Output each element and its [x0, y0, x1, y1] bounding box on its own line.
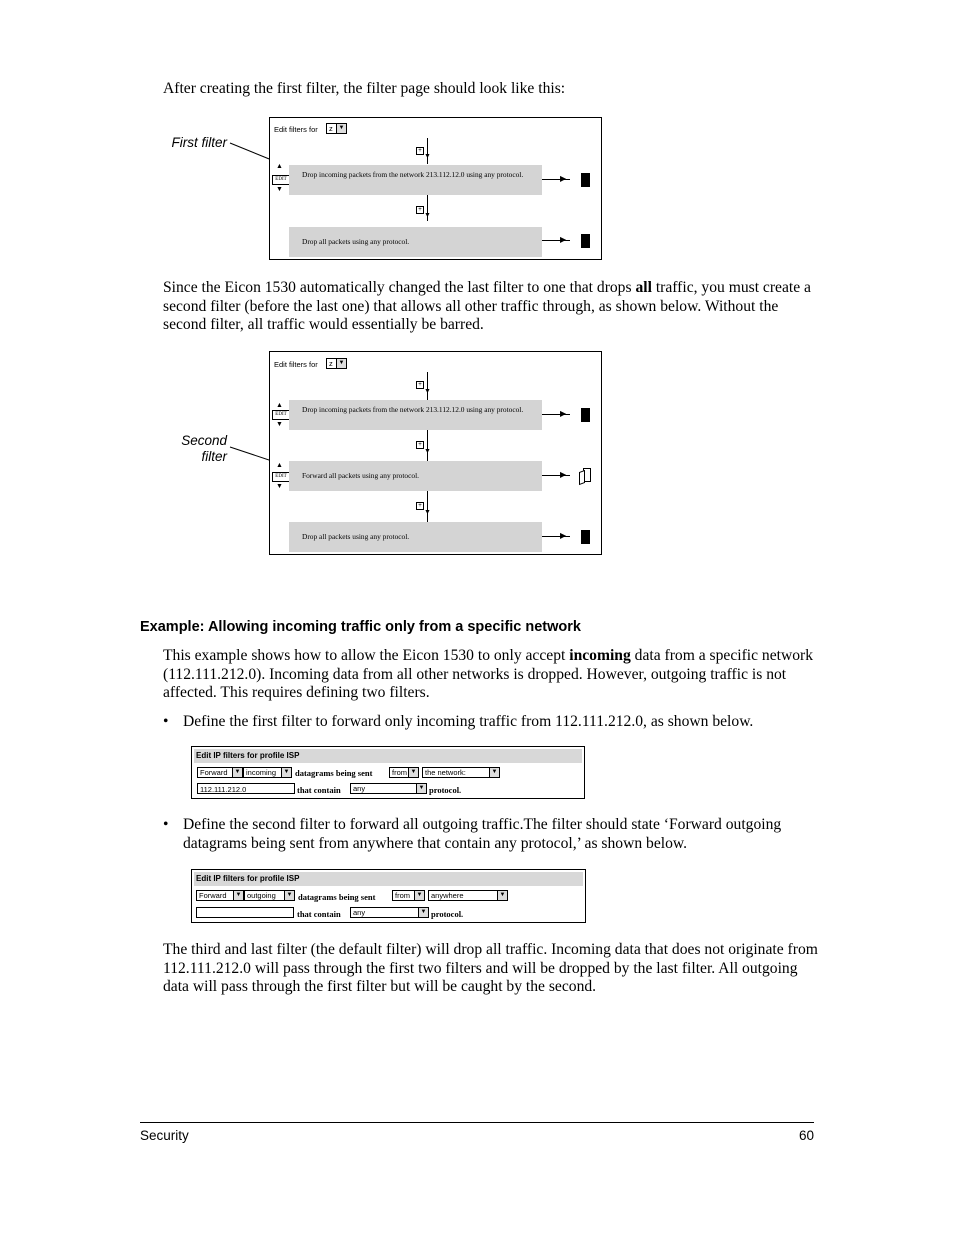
network-address-input[interactable]: 112.111.212.0: [197, 783, 295, 794]
arrow-right-icon: ▶: [560, 235, 567, 244]
ip-filter-form-2: [191, 869, 586, 923]
bullet-marker: •: [163, 713, 169, 730]
second-filter-paragraph: Since the Eicon 1530 automatically changed the last filter to one that drops all traffic, you must create a second filter (before the last one) that allows all other traffic through, as shown below. Without the second filter, all traffic would essentially be barred.: [163, 279, 811, 334]
page-number: 60: [798, 1128, 814, 1143]
move-down-icon[interactable]: ▼: [276, 420, 283, 428]
drop-door-icon: [581, 408, 590, 422]
edit-button[interactable]: EDIT: [272, 472, 290, 482]
callout-second-filter: Second filter: [181, 433, 227, 464]
action-select[interactable]: Forward ▼: [196, 890, 244, 901]
filter-row-1[interactable]: Drop incoming packets from the network 213.112.12.0 using any protocol.: [289, 400, 542, 430]
insert-filter-icon[interactable]: +: [416, 381, 424, 389]
protocol-label: protocol.: [429, 785, 462, 795]
conclusion-paragraph: The third and last filter (the default filter) will drop all traffic. Incoming data that does not originate from 112.111.212.0 will pass through the first two filters and will be dropped by the last filter. All outgoing data will pass through the first filter but will be caught by the second.: [163, 941, 818, 996]
protocol-select[interactable]: any ▼: [350, 907, 429, 918]
datagrams-label: datagrams being sent: [295, 768, 373, 778]
form-title: Edit IP filters for profile ISP: [194, 872, 583, 886]
door-panel: [579, 470, 585, 485]
profile-select[interactable]: z ▼: [326, 358, 347, 369]
edit-filters-label: Edit filters for: [274, 125, 318, 134]
intro-paragraph: After creating the first filter, the filter page should look like this:: [163, 80, 566, 97]
bullet-text: Define the second filter to forward all outgoing traffic.The filter should state ‘Forward outgoing datagrams being sent from anywhere that contain any protocol,’ as shown below.: [183, 816, 782, 852]
direction-select[interactable]: incoming ▼: [243, 767, 292, 778]
ip-filter-form-1: [191, 746, 585, 799]
drop-door-icon: [581, 234, 590, 248]
filter-page-figure-1: [269, 117, 602, 260]
contain-label: that contain: [297, 909, 341, 919]
bullet-text: Define the first filter to forward only incoming traffic from 112.111.212.0, as shown below.: [183, 713, 754, 730]
edit-filters-label: Edit filters for: [274, 360, 318, 369]
form-title: Edit IP filters for profile ISP: [194, 749, 582, 763]
footer-divider: [140, 1122, 814, 1123]
down-arrow-icon: ▼: [424, 447, 431, 455]
from-to-select[interactable]: from ▼: [389, 767, 419, 778]
protocol-label: protocol.: [431, 909, 464, 919]
flow-line: [427, 430, 428, 461]
down-arrow-icon: ▼: [424, 387, 431, 395]
insert-filter-icon[interactable]: +: [416, 441, 424, 449]
down-arrow-icon: ▼: [424, 152, 431, 160]
filter-row-1[interactable]: Drop incoming packets from the network 213.112.12.0 using any protocol.: [289, 165, 542, 195]
profile-select[interactable]: z ▼: [326, 123, 347, 134]
direction-select[interactable]: outgoing ▼: [244, 890, 295, 901]
flow-line: [427, 138, 428, 164]
protocol-select[interactable]: any ▼: [350, 783, 427, 794]
insert-filter-icon[interactable]: +: [416, 147, 424, 155]
filter-page-figure-2: [269, 351, 602, 555]
move-down-icon[interactable]: ▼: [276, 185, 283, 193]
section-heading: Example: Allowing incoming traffic only from a specific network: [140, 619, 581, 635]
flow-line: [427, 372, 428, 400]
network-address-input[interactable]: [196, 907, 294, 918]
move-up-icon[interactable]: ▲: [276, 401, 283, 409]
arrow-right-icon: ▶: [560, 531, 567, 540]
move-down-icon[interactable]: ▼: [276, 482, 283, 490]
from-to-select[interactable]: from ▼: [392, 890, 425, 901]
filter-row-default[interactable]: Drop all packets using any protocol.: [289, 522, 542, 552]
scope-select[interactable]: anywhere ▼: [428, 890, 508, 901]
footer-section: Security: [140, 1128, 189, 1143]
scope-select[interactable]: the network: ▼: [422, 767, 500, 778]
drop-door-icon: [581, 530, 590, 544]
example-paragraph: This example shows how to allow the Eicon 1530 to only accept incoming data from a specific network (112.111.212.0). Incoming data from all other networks is dropped. However, outgoing traffic is not affected. This requires defining two filters.: [163, 647, 814, 702]
datagrams-label: datagrams being sent: [298, 892, 376, 902]
edit-button[interactable]: EDIT: [272, 410, 290, 420]
drop-door-icon: [581, 173, 590, 187]
insert-filter-icon[interactable]: +: [416, 502, 424, 510]
arrow-right-icon: ▶: [560, 409, 567, 418]
down-arrow-icon: ▼: [424, 211, 431, 219]
arrow-right-icon: ▶: [560, 470, 567, 479]
arrow-right-icon: ▶: [560, 174, 567, 183]
down-arrow-icon: ▼: [424, 508, 431, 516]
move-up-icon[interactable]: ▲: [276, 461, 283, 469]
insert-filter-icon[interactable]: +: [416, 206, 424, 214]
bullet-marker: •: [163, 816, 169, 833]
callout-first-filter: First filter: [171, 135, 227, 150]
filter-row-2[interactable]: Forward all packets using any protocol.: [289, 461, 542, 491]
action-select[interactable]: Forward ▼: [197, 767, 243, 778]
contain-label: that contain: [297, 785, 341, 795]
edit-button[interactable]: EDIT: [272, 175, 290, 185]
flow-line: [427, 491, 428, 522]
move-up-icon[interactable]: ▲: [276, 162, 283, 170]
filter-row-default[interactable]: Drop all packets using any protocol.: [289, 227, 542, 257]
